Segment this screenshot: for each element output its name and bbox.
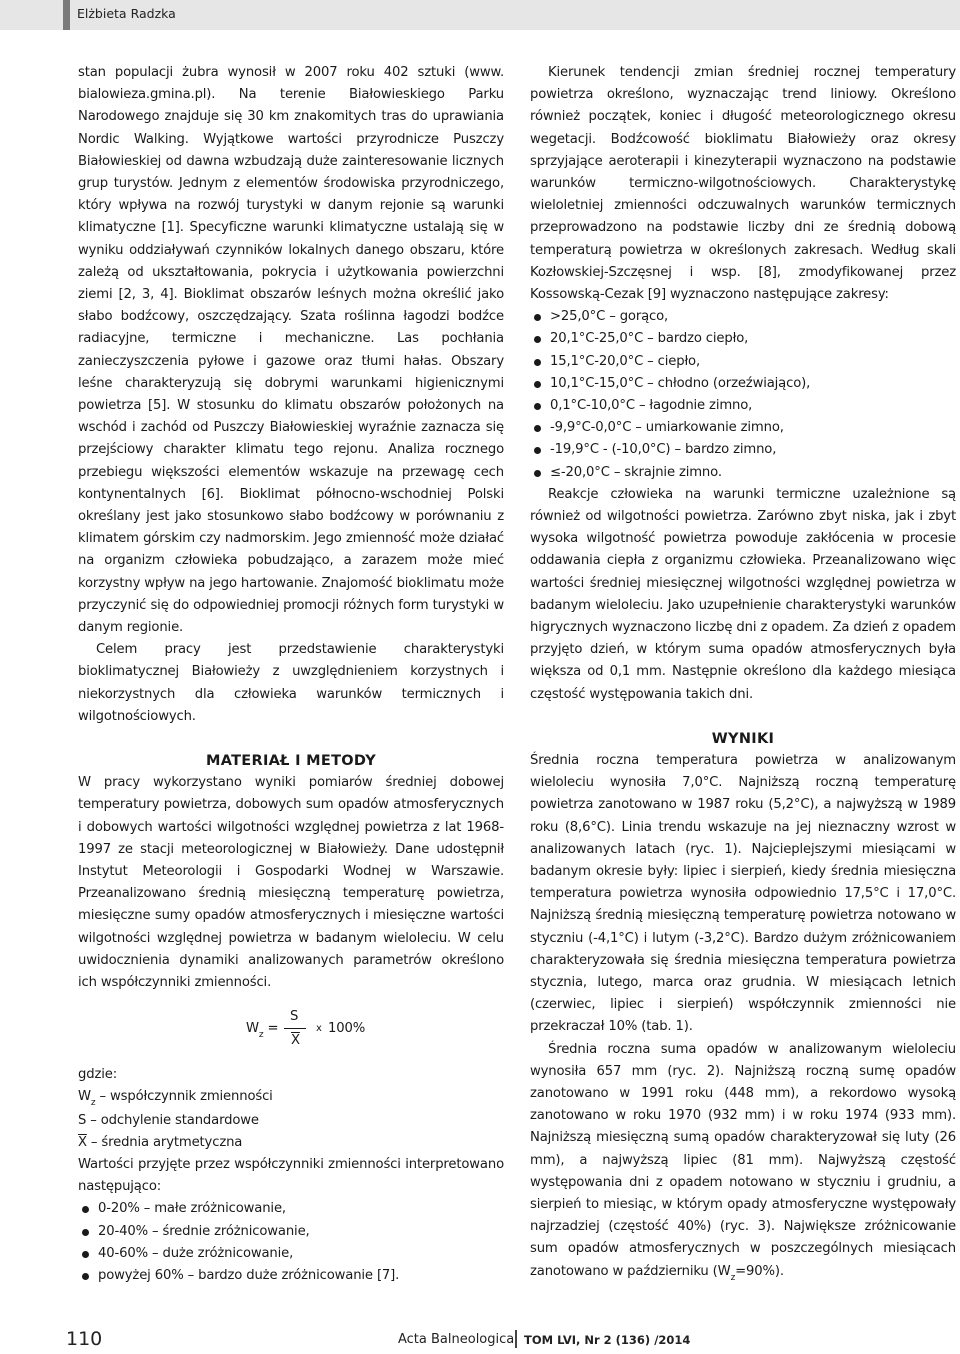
page-number: 110: [66, 1328, 103, 1350]
list-item: >25,0°C – gorąco,: [530, 306, 956, 328]
humidity-paragraph: Reakcje człowieka na warunki termiczne uzależnione są również od wilgotności powietrza. Zarówno zbyt niska, jak i zbyt wysoka wilgotność powietrza powoduje zakłócenia w procesie oddawania ciepła z organizmu człowieka. Przeanalizowano więc wartości średniej miesięcznej wilgotności względnej powietrza w badanym wieloleciu. Jako uzupełnienie charakterystyki warunków higrycznych wyznaczono liczbę dni z opadem. Za dzień z opadem przyjęto dzień, w którym suma opadów atmosferycznych była większa od 0,1 mm. Następnie określono dla każdego miesiąca częstość występowania takich dni.: [530, 486, 956, 702]
results-heading: WYNIKI: [711, 730, 775, 747]
interpretation-paragraph: Wartości przyjęte przez współczynniki zmienności interpretowano następująco:: [78, 1156, 504, 1195]
footer-separator: [515, 1330, 517, 1348]
formula-lhs: $W_z$ =: [246, 1021, 279, 1041]
list-item: 20,1°C-25,0°C – bardzo ciepło,: [530, 328, 956, 350]
formula-numerator: S: [290, 1009, 299, 1025]
list-item: powyżej 60% – bardzo duże zróżnicowanie [7].: [78, 1265, 504, 1287]
precipitation-results-paragraph: Średnia roczna suma opadów w analizowanym wieloleciu wynosiła 657 mm (ryc. 2). Najniższą roczną sumę opadów zanotowano w 1991 roku (448 mm), a rekordowo wysoką zanotowano w roku 1970 (932 mm) i w roku 1974 (933 mm). Najniższą miesięczną sumą opadów charakteryzował się luty (26 mm), a najwyższą lipiec (81 mm). Najwyższą częstość występowania dni z opadem notowano w styczniu i grudniu, a sierpień to miesiąc, w którym opady atmosferyczne występowały najrzadziej (częstość 40%) (ryc. 3). Największe zróżnicowanie sum opadów atmosferycznych w poszczególnych miesiącach zanotowano w październiku $(W_z=90\%)$.: [530, 1041, 956, 1283]
list-item: 0-20% – małe zróżnicowanie,: [78, 1198, 504, 1220]
list-item: 0,1°C-10,0°C – łagodnie zimno,: [530, 395, 956, 417]
running-head-author: Elżbieta Radzka: [77, 6, 176, 21]
definition-wz: $W_z$ – współczynnik zmienności: [78, 1089, 273, 1109]
fraction-line: [284, 1028, 306, 1029]
temperature-results-paragraph: Średnia roczna temperatura powietrza w analizowanym wieloleciu wynosiła 7,0°C. Najniższą roczną temperaturę powietrza zanotowano w 1987 roku (5,2°C), a najwyższą w 1989 roku (8,6°C). Linia trendu wskazuje na jej nieznaczny wzrost w analizowanych latach (ryc. 1). Najcieplejszymi miesiącami w badanym okresie były: lipiec i sierpień, kiedy średnia miesięczna temperatura powietrza wynosiła odpowiednio 17,5°C i 17,0°C. Najniższą średnią miesięczną temperaturę powietrza notowano w styczniu (-4,1°C) i lutym (-3,2°C). Bardzo dużym zróżnicowaniem charakteryzowała się średnia miesięczna temperatura powietrza stycznia, lutego, marca oraz grudnia. W miesiącach letnich (czerwiec, lipiec i sierpień) współczynnik zmienności nie przekraczał 10% (tab. 1).: [530, 752, 956, 1035]
temperature-ranges-list: [530, 306, 956, 484]
definition-s: S – odchylenie standardowe: [78, 1112, 259, 1128]
variability-list: [78, 1198, 504, 1287]
aim-paragraph: Celem pracy jest przedstawienie charakterystyki bioklimatycznej Białowieży z uwzględnieniem korzystnych i niekorzystnych dla człowieka warunków termicznych i wilgotnościowych.: [78, 642, 504, 724]
methods-paragraph: W pracy wykorzystano wyniki pomiarów średniej dobowej temperatury powietrza, dobowych sum opadów atmosferycznych i dobowych wartości wilgotności względnej powietrza z lat 1968-1997 ze stacji meteorologicznej w Białowieży. Dane udostępnił Instytut Meteorologii i Gospodarki Wodnej w Warszawie. Przeanalizowano średnią miesięczną temperaturę powietrza, miesięczne sumy opadów atmosferycznych i miesięczne wartości wilgotności względnej powietrza w badanym wieloleciu. W celu uwidocznienia dynamiki analizowanych parametrów określono ich współczynniki zmienności.: [78, 775, 504, 990]
header-accent-bar: [63, 0, 70, 30]
list-item: 15,1°C-20,0°C – ciepło,: [530, 351, 956, 373]
trend-paragraph: Kierunek tendencji zmian średniej rocznej temperatury powietrza określono, wyznaczając trend liniowy. Określono również początek, koniec i długość meteorologicznego okresu wegetacji. Bodźcowość bioklimatu Białowieży oraz okresy sprzyjające aeroterapii i kinezyterapii wyznaczono na podstawie warunków termiczno-wilgotnościowych. Charakterystykę wieloletniej zmienności odczuwalnych warunków termicznych przeprowadzono na podstawie liczby dni ze średnią dobową temperaturą powietrza w określonych zakresach. Według skali Kozłowskiej-Szczęsnej i wsp. [8], zmodyfikowanej przez Kossowską-Cezak [9] wyznaczono następujące zakresy:: [530, 65, 956, 303]
left-column: [78, 62, 504, 1287]
list-item: 10,1°C-15,0°C – chłodno (orzeźwiająco),: [530, 373, 956, 395]
methods-heading: MATERIAŁ I METODY: [205, 753, 377, 770]
intro-paragraph: stan populacji żubra wynosił w 2007 roku 402 sztuki (www. bialowieza.gmina.pl). Na terenie Białowieskiego Parku Narodowego znajduje się 30 km znakomitych tras do uprawiania Nordic Walking. Wyjątkowe wartości przyrodnicze Puszczy Białowieskiej od dawna wzbudzają duże zainteresowanie licznych grup turystów. Jednym z elementów środowiska przyrodniczego, który wpływa na rozwój turystyki w danym rejonie są warunki klimatyczne [1]. Specyficzne warunki klimatyczne ustalają się w wyniku oddziaływań czynników lokalnych danego obszaru, które zależą od ukształtowania, pokrycia i użytkowania powierzchni ziemi [2, 3, 4]. Bioklimat obszarów leśnych można określić jako słabo bodźcowy, oszczędzający. Szata roślinna łagodzi bodźce radiacyjne, termiczne i mechaniczne. Las pochłania zanieczyszczenia pyłowe i gazowe oraz tłumi hałas. Obszary leśne charakteryzują się dobrymi warunkami higienicznymi powietrza [5]. W stosunku do klimatu obszarów położonych na wschód i zachód od Puszczy Białowieskiej wyraźnie zaznacza się przejściowy charakter klimatu tego rejonu. Analiza rocznego przebiegu większości elementów wskazuje na przewagę cech kontynentalnych [6]. Bioklimat północno-wschodniej Polski określany jest jako stosunkowo słabo bodźcowy w porównaniu z klimatem górskim czy nadmorskim. Jego zmienność może działać na organizm człowieka pobudzająco, a zarazem może mieć korzystny wpływ na jego hartowanie. Znajomość bioklimatu może przyczynić się do odpowiedniej promocji różnych form turystyki w danym regionie.: [78, 65, 504, 636]
issue-info: TOM LVI, Nr 2 (136) /2014: [524, 1333, 691, 1347]
list-item: 40-60% – duże zróżnicowanie,: [78, 1243, 504, 1265]
list-item: ≤-20,0°C – skrajnie zimno.: [530, 462, 956, 484]
list-item: 20-40% – średnie zróżnicowanie,: [78, 1221, 504, 1243]
list-item: -19,9°C - (-10,0°C) – bardzo zimno,: [530, 439, 956, 461]
formula-percent: 100%: [328, 1021, 366, 1037]
definition-x: $\overline{X}$ – średnia arytmetyczna: [78, 1134, 243, 1150]
where-label: gdzie:: [78, 1067, 117, 1083]
formula-times: x: [316, 1023, 322, 1035]
variability-formula: [78, 1004, 504, 1056]
page-footer: [0, 1328, 960, 1352]
right-column: [530, 62, 956, 1284]
journal-name: Acta Balneologica: [398, 1332, 515, 1347]
formula-denominator: $\overline{X}$: [291, 1033, 300, 1049]
list-item: -9,9°C-0,0°C – umiarkowanie zimno,: [530, 417, 956, 439]
